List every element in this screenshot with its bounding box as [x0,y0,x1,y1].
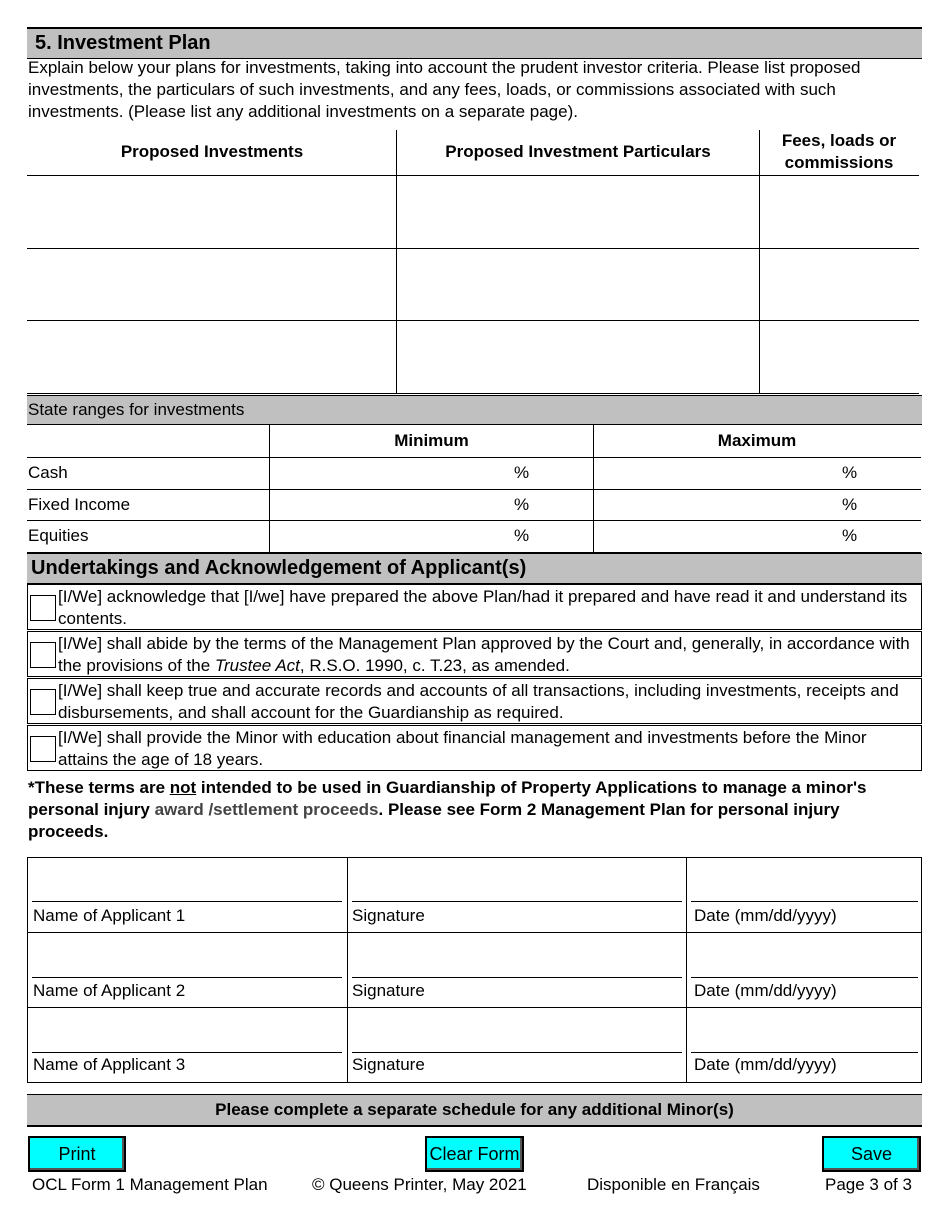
personal-injury-note [28,777,918,843]
footer-page-number: Page 3 of 3 [825,1175,912,1194]
col-header-proposed-investments: Proposed Investments [120,142,304,161]
row-divider [27,175,919,176]
column-divider [759,130,760,394]
investment-fees-1-field[interactable] [761,177,918,247]
ranges-title: State ranges for investments [28,400,245,419]
row-divider [27,457,921,458]
row-divider [27,932,922,933]
equities-minimum-field[interactable] [271,522,511,551]
row-divider [27,520,921,521]
undertaking-4-text: [I/We] shall provide the Minor with education about financial management and investments before the Minor attains the age of 18 years. [58,728,867,769]
range-label-cash: Cash [28,463,68,482]
trustee-act-title: Trustee Act [214,656,300,675]
row-divider [27,248,919,249]
investment-fees-2-field[interactable] [761,250,918,319]
row-divider [27,1007,922,1008]
applicant-2-name-field[interactable] [32,945,342,978]
undertaking-4-checkbox[interactable] [30,736,56,762]
percent-sign: % [842,526,858,545]
investment-plan-instructions: Explain below your plans for investments, taking into account the prudent investor criteria. Please list proposed investments, the particulars of such investments, and any fees, loads, or commissions associated with such investments. (Please list any additional investments on a separate page). [28,58,861,121]
applicant-2-date-label: Date (mm/dd/yyyy) [694,981,837,1000]
investment-particulars-1-field[interactable] [398,177,758,247]
separate-schedule-text: Please complete a separate schedule for any additional Minor(s) [215,1100,734,1119]
proposed-investment-2-field[interactable] [28,250,395,319]
undertaking-2-checkbox[interactable] [30,642,56,668]
col-header-fees: Fees, loads or commissions [781,131,897,172]
applicant-2-date-field[interactable] [691,945,918,978]
applicant-1-name-label: Name of Applicant 1 [33,906,186,925]
note-part-2: intended to be used in Guardianship of Property Applications to manage a minor's personal injury [28,778,867,819]
investment-particulars-2-field[interactable] [398,250,758,319]
save-button[interactable]: Save [822,1136,921,1172]
applicant-3-name-field[interactable] [32,1020,342,1053]
applicant-1-name-field[interactable] [32,870,342,902]
cash-maximum-field[interactable] [595,459,839,488]
column-divider [396,130,397,394]
undertaking-3-text: [I/We] shall keep true and accurate records and accounts of all transactions, including investments, receipts and disbursements, and shall account for the Guardianship as required. [58,681,899,722]
percent-sign: % [842,463,858,482]
applicant-3-name-label: Name of Applicant 3 [33,1055,186,1074]
note-part-1: *These terms are [28,778,170,797]
col-header-maximum: Maximum [717,431,797,450]
fixed-income-maximum-field[interactable] [595,491,839,519]
applicant-2-name-label: Name of Applicant 2 [33,981,186,1000]
applicant-3-date-label: Date (mm/dd/yyyy) [694,1055,837,1074]
applicant-2-signature-label: Signature [352,981,425,1000]
undertaking-2-text-start: [I/We] shall abide by the terms of the Management Plan approved by the Court and, generally, in accordance with the provisions of the [58,634,910,675]
undertaking-1-text: [I/We] acknowledge that [I/we] have prepared the above Plan/had it prepared and have read it and understand its contents. [58,587,908,628]
undertaking-2-text [58,633,918,677]
percent-sign: % [514,495,530,514]
cash-minimum-field[interactable] [271,459,511,488]
undertaking-item-2 [27,631,922,677]
percent-sign: % [842,495,858,514]
undertaking-item-3 [27,678,922,724]
applicant-1-signature-field[interactable] [352,870,682,902]
undertaking-item-4 [27,725,922,771]
undertaking-3-checkbox[interactable] [30,689,56,715]
footer-french-availability: Disponible en Français [587,1175,760,1194]
note-award-settlement: award /settlement proceeds [154,800,379,819]
proposed-investment-1-field[interactable] [28,177,395,247]
percent-sign: % [514,526,530,545]
row-divider [27,393,919,394]
equities-maximum-field[interactable] [595,522,839,551]
col-header-minimum: Minimum [394,431,469,450]
percent-sign: % [514,463,530,482]
row-divider [27,489,921,490]
applicant-1-date-field[interactable] [691,870,918,902]
note-underlined-not: not [169,778,197,797]
applicant-3-signature-label: Signature [352,1055,425,1074]
column-divider [686,857,687,1083]
range-label-fixed-income: Fixed Income [28,495,131,514]
investment-fees-3-field[interactable] [761,322,918,392]
section-header-investment-plan [27,27,922,59]
applicant-3-signature-field[interactable] [352,1020,682,1053]
fixed-income-minimum-field[interactable] [271,491,511,519]
applicant-1-date-label: Date (mm/dd/yyyy) [694,906,837,925]
proposed-investment-3-field[interactable] [28,322,395,392]
row-divider [27,320,919,321]
section-title: 5. Investment Plan [35,32,211,54]
undertaking-item-1 [27,584,922,630]
column-divider [347,857,348,1083]
applicant-2-signature-field[interactable] [352,945,682,978]
note-part-3: . Please see Form 2 Management Plan for personal injury proceeds. [28,800,840,841]
clear-form-button[interactable]: Clear Form [425,1136,524,1172]
applicant-1-signature-label: Signature [352,906,425,925]
range-label-equities: Equities [28,526,89,545]
print-button[interactable]: Print [28,1136,126,1172]
separate-schedule-banner [27,1094,922,1127]
footer-copyright: © Queens Printer, May 2021 [312,1175,527,1194]
footer-form-name: OCL Form 1 Management Plan [32,1175,268,1194]
undertakings-header [27,553,922,584]
col-header-investment-particulars: Proposed Investment Particulars [445,142,711,161]
investment-particulars-3-field[interactable] [398,322,758,392]
undertakings-title: Undertakings and Acknowledgement of Applicant(s) [31,557,527,579]
undertaking-2-text-end: , R.S.O. 1990, c. T.23, as amended. [299,656,570,675]
undertaking-1-checkbox[interactable] [30,595,56,621]
ranges-header [27,395,922,425]
applicant-3-date-field[interactable] [691,1020,918,1053]
